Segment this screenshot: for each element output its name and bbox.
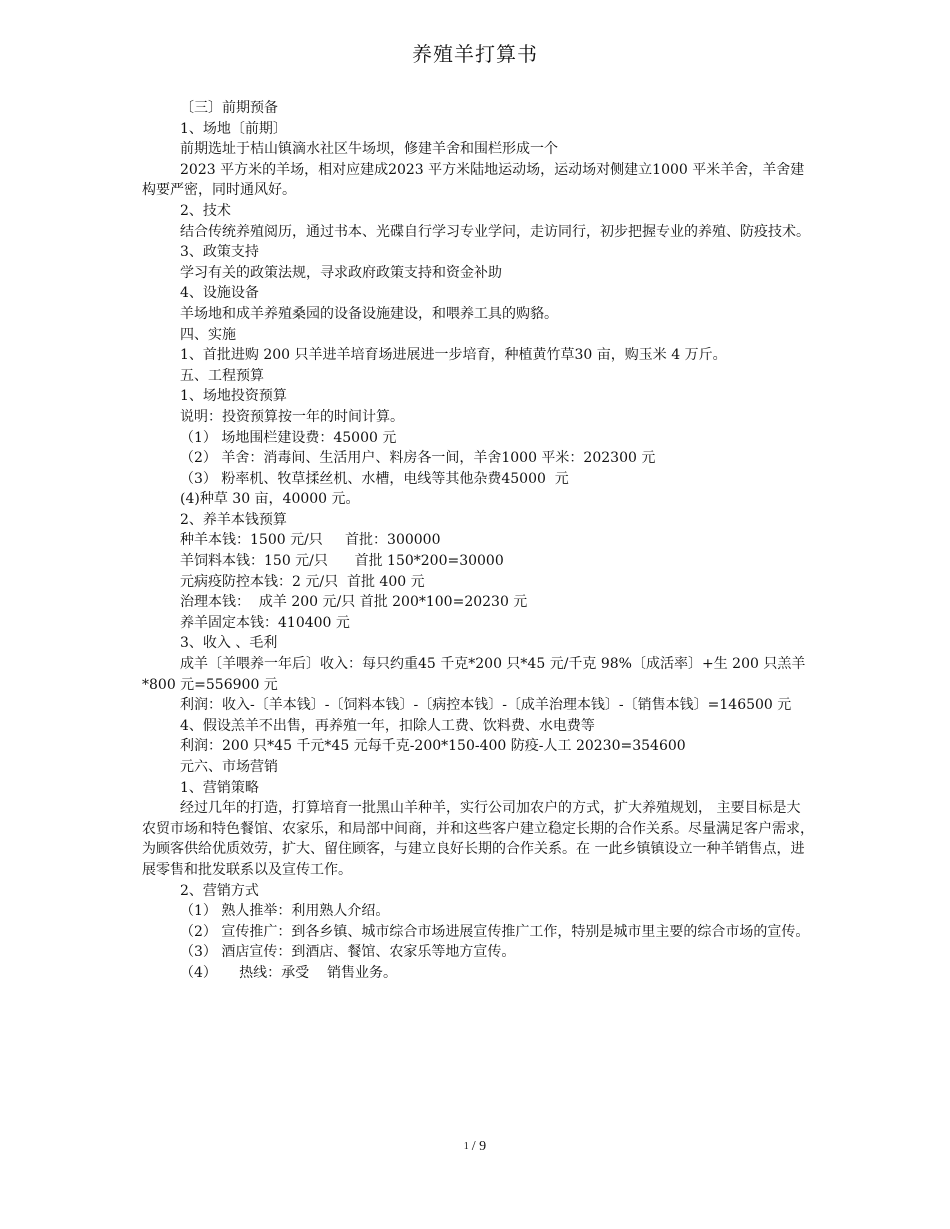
text-line: 利润：200 只*45 千元*45 元每千克-200*150-400 防疫-人工 20230=354600 xyxy=(180,738,686,755)
text-line: 4、假设羔羊不出售，再养殖一年，扣除人工费、饮料费、水电费等 xyxy=(180,717,595,734)
text-line: 〔三〕前期预备 xyxy=(180,100,278,116)
text-line: （2） 宣传推广：到各乡镇、城市综合市场进展宣传推广工作，特别是城市里主要的综合市场的宣传。 xyxy=(180,923,810,940)
text-line: 元病疫防控本钱：2 元/只 首批 400 元 xyxy=(180,573,425,590)
page-footer xyxy=(0,1139,950,1155)
text-line: 2、养羊本钱预算 xyxy=(180,511,287,528)
text-line: （3） 粉率机、牧草揉丝机、水槽，电线等其他杂费45000 元 xyxy=(180,470,569,487)
text-line: 4、设施设备 xyxy=(180,285,259,302)
text-line: 3、收入 、毛利 xyxy=(180,635,278,652)
text-line: 1、首批进购 200 只羊进羊培育场进展进一步培育，种植黄竹草30 亩，购玉米 4 万斤。 xyxy=(180,347,727,364)
text-line: 经过几年的打造，打算培育一批黑山羊种羊，实行公司加农户的方式，扩大养殖规划， 主要目标是大农贸市场和特色餐馆、农家乐，和局部中间商，并和这些客户建立稳定长期的合作关系。尽量满足客户需求，为顾客供给优质效劳，扩大、留住顾客，与建立良好长期的合作关系。在 一此乡镇镇设立一种羊销售点，进展零售和批发联系以及宣传工作。 xyxy=(142,800,814,878)
document-title: 养殖羊打算书 xyxy=(412,42,538,66)
text-line: 羊场地和成羊养殖桑园的设备设施建设，和喂养工具的购貉。 xyxy=(180,305,558,322)
text-line: （4） 热线：承受 销售业务。 xyxy=(180,964,397,981)
text-line: （1） 熟人推举：利用熟人介绍。 xyxy=(180,903,390,920)
text-line: 结合传统养殖阅历，通过书本、光碟自行学习专业学问，走访同行，初步把握专业的养殖、防疫技术。 xyxy=(180,223,810,240)
text-line: 羊饲料本钱：150 元/只 首批 150*200=30000 xyxy=(180,553,504,570)
text-line: 成羊〔羊喂养一年后〕收入：每只约重45 千克*200 只*45 元/千克 98%〔成活率〕+生 200 只羔羊*800 元=556900 元 xyxy=(142,656,806,693)
text-line: 元六、市场营销 xyxy=(180,759,278,775)
text-line: 2、技术 xyxy=(180,202,231,219)
text-line: 四、实施 xyxy=(180,326,236,343)
text-line: 利润：收入-〔羊本钱〕-〔饲料本钱〕-〔病控本钱〕-〔成羊治理本钱〕-〔销售本钱〕=146500 元 xyxy=(180,697,792,714)
text-line: 3、政策支持 xyxy=(180,244,259,261)
text-line: 1、场地投资预算 xyxy=(180,388,287,405)
text-line: 2、营销方式 xyxy=(180,882,259,899)
text-line: 养羊固定本钱：410400 元 xyxy=(180,614,350,631)
text-line: （2） 羊舍：消毒间、生活用户、料房各一间，羊舍1000 平米：202300 元 xyxy=(180,450,656,467)
page-number: 1 xyxy=(463,1141,469,1152)
text-line: 种羊本钱：1500 元/只 首批：300000 xyxy=(180,532,441,549)
text-line: （1） 场地围栏建设费：45000 元 xyxy=(180,429,397,446)
text-line: 说明：投资预算按一年的时间计算。 xyxy=(180,408,404,425)
text-line: (4)种草 30 亩，40000 元。 xyxy=(180,491,360,508)
text-line: 1、营销策略 xyxy=(180,779,259,796)
page-total: / 9 xyxy=(471,1139,487,1154)
text-line: 前期选址于桔山镇滴水社区牛场坝，修建羊舍和围栏形成一个 xyxy=(180,141,558,158)
text-line: 治理本钱： 成羊 200 元/只 首批 200*100=20230 元 xyxy=(180,594,528,611)
text-line: 2023 平方米的羊场，相对应建成2023 平方米陆地运动场，运动场对侧建立1000 平米羊舍，羊舍建构要严密，同时通风好。 xyxy=(142,161,805,199)
text-line: 五、工程预算 xyxy=(180,367,264,384)
text-line: 1、场地〔前期〕 xyxy=(180,120,287,137)
text-line: 学习有关的政策法规，寻求政府政策支持和资金补助 xyxy=(180,264,502,281)
document-body xyxy=(142,98,814,984)
text-line: （3） 酒店宣传：到酒店、餐馆、农家乐等地方宣传。 xyxy=(180,944,516,961)
